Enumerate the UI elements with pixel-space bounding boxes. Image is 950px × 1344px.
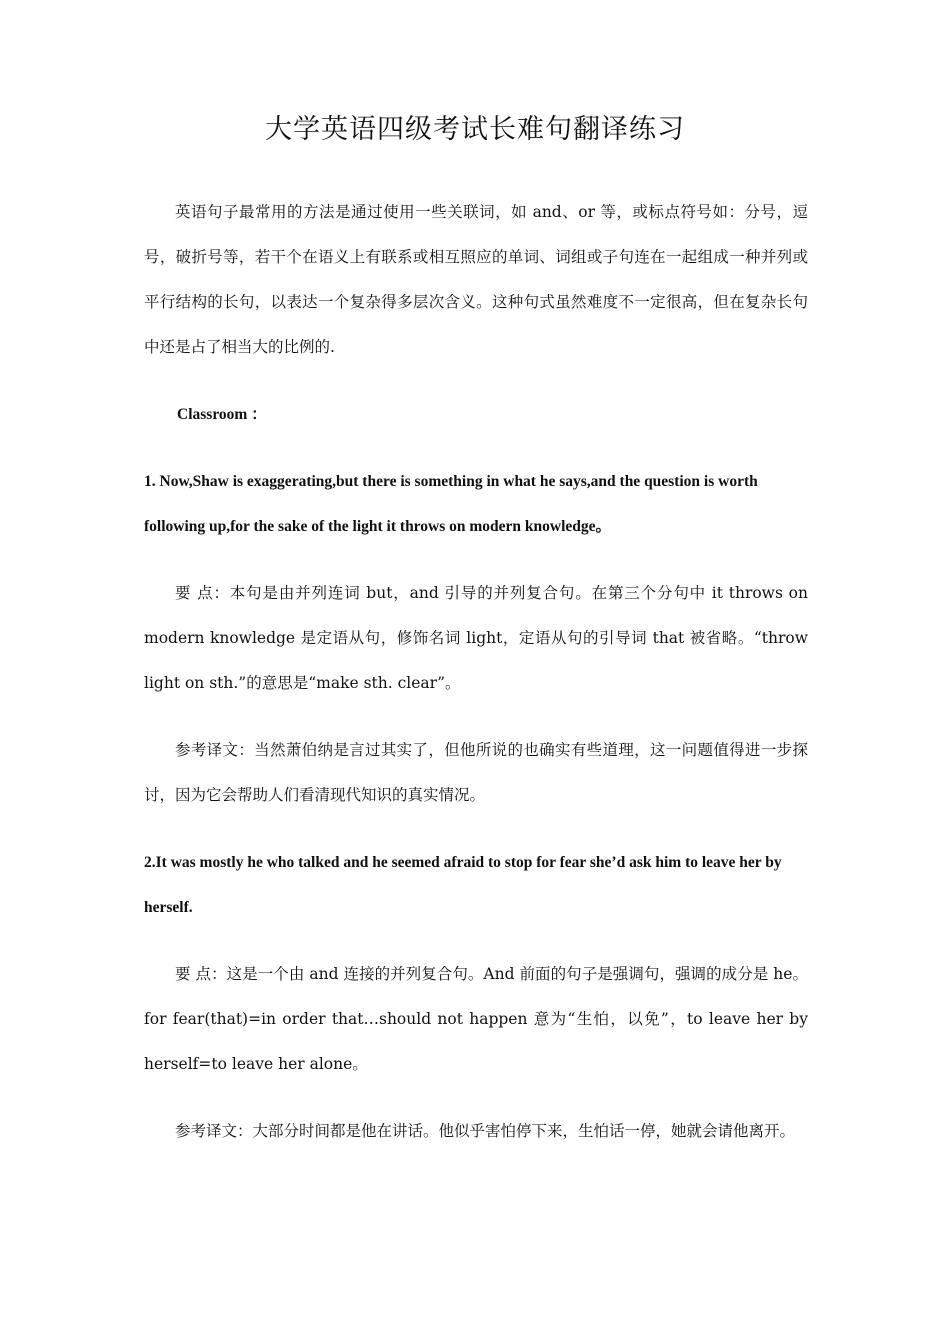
question-2: 2.It was mostly he who talked and he seemed afraid to stop for fear she’d ask him to leave her by herself. [144,854,782,916]
translation-2: 参考译文：大部分时间都是他在讲话。他似乎害怕停下来，生怕话一停，她就会请他离开。 [175,1122,796,1140]
spacer [144,930,808,952]
intro-paragraph: 英语句子最常用的方法是通过使用一些关联词，如 and、or 等，或标点符号如：分号，逗号，破折号等，若干个在语义上有联系或相互照应的单词、词组或子句连在一起组成一种并列或平行结构的长句，以表达一个复杂得多层次含义。这种句式虽然难度不一定很高，但在复杂长句中还是占了相当大的比例的. [144,203,808,356]
translation-1: 参考译文：当然萧伯纳是言过其实了，但他所说的也确实有些道理，这一问题值得进一步探讨，因为它会帮助人们看清现代知识的真实情况。 [144,741,808,804]
points-1: 要 点：本句是由并列连词 but，and 引导的并列复合句。在第三个分句中 it throws on modern knowledge 是定语从句，修饰名词 light，定语从句的引导词 that 被省略。“throw light on sth.”的意思是“make sth. clear”。 [144,584,808,692]
spacer [144,437,808,459]
section-label: Classroom ： [177,406,267,423]
spacer [144,370,808,392]
spacer [144,818,808,840]
question-1: 1. Now,Shaw is exaggerating,but there is something in what he says,and the question is worth following up,for the sake of the light it throws on modern knowledge。 [144,473,758,535]
spacer [144,549,808,571]
points-2: 要 点：这是一个由 and 连接的并列复合句。And 前面的句子是强调句，强调的成分是 he。for fear(that)=in order that…should not happen 意为“生怕，以免”，to leave her by herself=to leave her alone。 [144,965,808,1073]
document-title: 大学英语四级考试长难句翻译练习 [265,114,685,145]
spacer [144,1087,808,1109]
spacer [144,706,808,728]
document-body [144,190,808,1154]
